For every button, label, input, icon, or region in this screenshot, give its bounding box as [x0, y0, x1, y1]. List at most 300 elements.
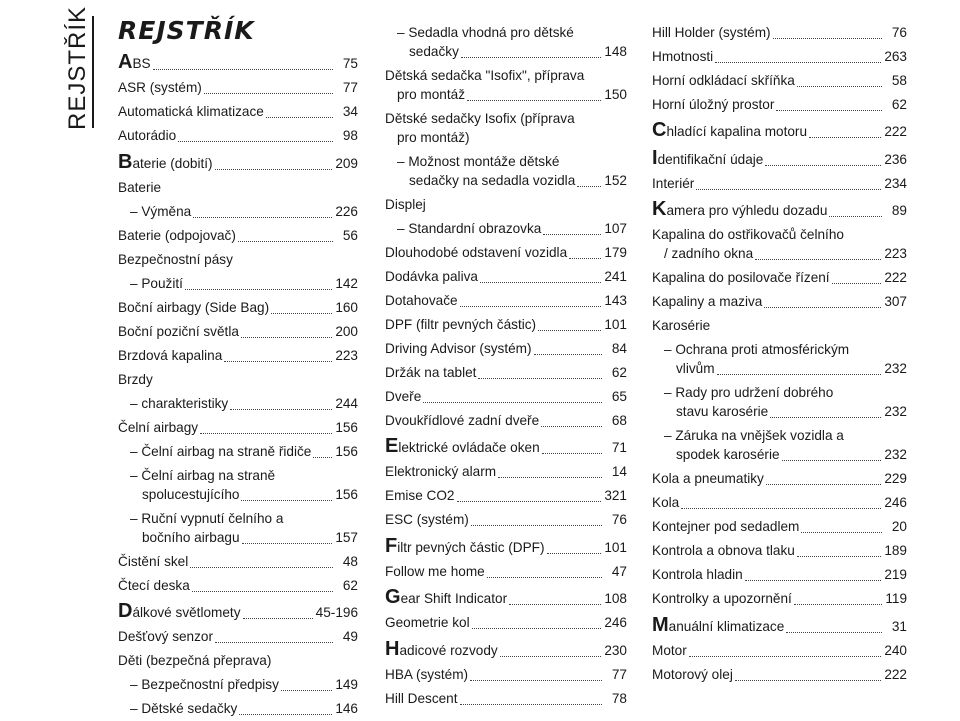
dot-leader: [472, 628, 602, 629]
index-entry: [118, 223, 358, 247]
dot-leader: [681, 508, 881, 509]
entry-text: Motorový olej: [652, 666, 733, 682]
page-number: 241: [604, 268, 627, 284]
dot-leader: [271, 313, 332, 314]
page-number: 119: [885, 591, 907, 606]
page-number: 263: [884, 48, 907, 64]
entry-text: aterie (dobití): [132, 155, 213, 171]
entry-label: [652, 121, 807, 141]
index-entry: [118, 625, 358, 649]
entry-label: [652, 589, 792, 608]
page-number: 156: [335, 443, 358, 459]
dot-leader: [577, 186, 601, 187]
page-number: 157: [335, 529, 358, 545]
entry-label: [652, 200, 827, 220]
page-number: 160: [335, 299, 358, 315]
entry-text: Hmotnosti: [652, 48, 714, 64]
page-number: 150: [604, 86, 627, 102]
dot-leader: [178, 141, 333, 142]
index-entry: [385, 432, 627, 460]
page-number: 77: [611, 666, 627, 682]
page-number: 108: [604, 591, 627, 606]
entry-label: [118, 552, 188, 571]
index-entry: [385, 264, 627, 288]
dot-leader: [534, 354, 602, 355]
dot-leader: [313, 457, 332, 458]
page-number: 107: [604, 220, 627, 236]
page-number: 152: [604, 172, 627, 188]
entry-text: Kola: [652, 495, 680, 510]
entry-label: [652, 268, 830, 287]
index-entry: [385, 583, 627, 611]
entry-text: Dlouhodobé odstavení vozidla: [385, 244, 568, 260]
entry-label: [652, 613, 785, 636]
entry-label: [385, 243, 567, 262]
dot-leader: [509, 604, 601, 605]
index-column-2: [385, 20, 627, 710]
page-number: 200: [335, 323, 358, 339]
page-number: 246: [884, 495, 907, 510]
entry-label: [118, 627, 213, 646]
dot-leader: [467, 100, 601, 101]
dot-leader: [461, 57, 601, 58]
entry-label: [385, 562, 485, 581]
dot-leader: [794, 604, 882, 605]
entry-continuation: [385, 85, 627, 104]
index-entry: [385, 288, 627, 312]
entry-label: [130, 394, 228, 413]
entry-text: Autorádio: [118, 128, 177, 143]
entry-text: Kapalina do ostřikovačů čelního: [652, 227, 844, 242]
section-initial: B: [118, 150, 133, 173]
index-entry: [385, 360, 627, 384]
index-entry: [385, 336, 627, 360]
entry-text: – Čelní airbag na straně: [130, 467, 276, 483]
entry-label: [397, 219, 541, 238]
index-entry: [118, 673, 358, 697]
entry-label: [652, 517, 799, 536]
dot-leader: [547, 553, 602, 554]
page-number: 101: [604, 316, 627, 332]
index-entry: [385, 532, 627, 560]
page-number: 20: [891, 519, 907, 534]
page-number: 14: [611, 464, 627, 479]
entry-text: Dětské sedačky Isofix (příprava: [385, 110, 575, 126]
section-initial: A: [118, 51, 133, 73]
page-number: 222: [884, 270, 907, 285]
page-number: 223: [335, 347, 358, 363]
entry-label: [385, 339, 532, 358]
entry-text: Čistění skel: [118, 553, 189, 569]
entry-text: ASR (systém): [118, 80, 202, 95]
entry-label: [385, 267, 478, 286]
index-entry: [118, 124, 358, 148]
entry-text: – Ochrana proti atmosférickým: [664, 342, 850, 357]
page-number: 232: [884, 404, 907, 419]
dot-leader: [266, 117, 333, 118]
index-entry: [385, 384, 627, 408]
index-entry: [385, 611, 627, 635]
entry-label: [118, 150, 213, 173]
page-number: 209: [335, 155, 358, 171]
index-entry: [385, 216, 627, 240]
entry-label: [385, 411, 539, 430]
entry-text: Dětská sedačka "Isofix", příprava: [385, 67, 585, 83]
index-entry: [652, 195, 907, 223]
entry-text: Kola a pneumatiky: [652, 471, 764, 486]
dot-leader: [735, 680, 881, 681]
entry-label: [130, 675, 279, 694]
entry-label: [130, 442, 311, 461]
entry-text: Kontrola hladin: [652, 567, 743, 582]
dot-leader: [230, 409, 332, 410]
dot-leader: [755, 259, 881, 260]
index-entry-multiline: [385, 149, 627, 192]
page-number: 58: [891, 72, 907, 88]
index-entry-multiline: [385, 106, 627, 149]
entry-text: Čelní airbagy: [118, 419, 199, 435]
entry-text: ear Shift Indicator: [400, 591, 508, 606]
entry-text: – Ruční vypnutí čelního a: [130, 510, 284, 526]
page-number: 48: [342, 553, 358, 569]
page-number: 68: [611, 412, 627, 428]
entry-label: [385, 462, 496, 481]
entry-label: [652, 665, 733, 684]
entry-label: [385, 486, 455, 505]
entry-text: Držák na tablet: [385, 364, 477, 380]
entry-text: – charakteristiky: [130, 395, 229, 411]
section-initial: H: [385, 637, 400, 660]
entry-continuation: [397, 171, 627, 190]
dot-leader: [471, 525, 602, 526]
dot-leader: [215, 642, 333, 643]
side-section-title: REJSTŘÍK: [64, 5, 91, 130]
index-entry: [652, 44, 907, 68]
entry-text: dentifikační údaje: [657, 151, 764, 167]
index-column-1: [118, 48, 358, 721]
dot-leader: [470, 680, 602, 681]
dot-leader: [204, 93, 333, 94]
index-entry: [118, 319, 358, 343]
dot-leader: [715, 62, 881, 63]
dot-leader: [457, 501, 602, 502]
page-number: 222: [884, 124, 907, 139]
page-number: 219: [884, 567, 907, 582]
section-initial: I: [652, 146, 658, 169]
entry-label: [118, 576, 190, 595]
page-number: 56: [342, 227, 358, 243]
index-entry: [652, 491, 907, 515]
dot-leader: [423, 402, 602, 403]
entry-text: Interiér: [652, 175, 695, 191]
index-entry: [652, 144, 907, 172]
index-entry: [652, 638, 907, 662]
entry-label: [118, 346, 222, 365]
entry-text: Dešťový senzor: [118, 629, 214, 644]
index-entry: [118, 415, 358, 439]
entry-text: Kontrolky a upozornění: [652, 591, 792, 606]
entry-text: – Záruka na vnějšek vozidla a: [664, 428, 844, 443]
entry-text: Horní odkládací skříňka: [652, 72, 795, 88]
index-heading: Baterie: [118, 179, 162, 195]
index-entry-multiline: [385, 20, 627, 63]
section-initial: M: [652, 613, 669, 636]
index-entry: [118, 199, 358, 223]
dot-leader: [569, 258, 601, 259]
index-entry-multiline: [652, 223, 907, 266]
entry-text: Kapalina do posilovače řízení: [652, 270, 830, 285]
index-entry: [652, 563, 907, 587]
page-number: 146: [335, 701, 358, 716]
entry-text: Dvoukřídlové zadní dveře: [385, 412, 540, 428]
entry-label: [130, 699, 237, 718]
entry-text: amera pro výhledu dozadu: [666, 203, 828, 218]
entry-label: [385, 588, 507, 608]
entry-text: vlivům: [676, 361, 715, 376]
entry-continuation: [664, 359, 907, 378]
page-number: 89: [891, 203, 907, 218]
entry-text: Dodávka paliva: [385, 268, 478, 284]
dot-leader: [745, 580, 882, 581]
entry-label: [130, 202, 191, 221]
entry-text: spodek karosérie: [676, 447, 780, 462]
entry-text: – Dětské sedačky: [130, 701, 238, 716]
entry-label: [652, 23, 771, 42]
entry-text: Elektronický alarm: [385, 464, 497, 479]
section-initial: D: [118, 600, 133, 622]
entry-text: Dotahovače: [385, 292, 458, 308]
dot-leader: [689, 656, 882, 657]
dot-leader: [500, 656, 602, 657]
dot-leader: [498, 477, 602, 478]
page-number: 47: [611, 563, 627, 579]
dot-leader: [766, 484, 881, 485]
entry-text: Hill Descent: [385, 690, 458, 706]
entry-text: Hill Holder (systém): [652, 24, 771, 40]
index-entry: [652, 20, 907, 44]
entry-text: – Sedadla vhodná pro dětské: [397, 24, 574, 40]
entry-label: [118, 418, 198, 437]
dot-leader: [797, 86, 882, 87]
entry-text: pro montáž: [397, 86, 466, 102]
section-initial: F: [385, 534, 398, 557]
entry-text: Kontrola a obnova tlaku: [652, 543, 795, 558]
entry-label: [385, 437, 540, 457]
entry-text: Emise CO2: [385, 488, 455, 503]
dot-leader: [238, 241, 333, 242]
entry-label: [385, 689, 458, 708]
entry-label: [118, 102, 264, 121]
entry-continuation: [652, 244, 907, 263]
dot-leader: [832, 283, 882, 284]
dot-leader: [764, 307, 881, 308]
index-entry-multiline: [652, 424, 907, 467]
index-entry: [118, 597, 358, 625]
dot-leader: [153, 69, 333, 70]
page-number: 189: [884, 543, 907, 558]
entry-label: [385, 637, 498, 660]
dot-leader: [460, 704, 602, 705]
index-entry: [385, 312, 627, 336]
entry-text: – Výměna: [130, 203, 192, 219]
index-entry: [118, 100, 358, 124]
dot-leader: [239, 714, 332, 715]
entry-text: Geometrie kol: [385, 615, 470, 630]
dot-leader: [487, 577, 602, 578]
page-number: 76: [611, 512, 627, 527]
entry-label: [118, 322, 239, 341]
index-heading: Bezpečnostní pásy: [118, 251, 233, 267]
section-initial: C: [652, 119, 667, 141]
entry-text: anuální klimatizace: [668, 618, 785, 634]
index-entry: [118, 343, 358, 367]
entry-text: Boční airbagy (Side Bag): [118, 299, 270, 315]
entry-text: BS: [132, 56, 151, 71]
entry-label: [385, 363, 476, 382]
index-entry-multiline: [385, 63, 627, 106]
page-number: 62: [611, 364, 627, 380]
entry-label: [652, 469, 764, 488]
entry-text: Boční poziční světla: [118, 323, 239, 339]
dot-leader: [809, 137, 881, 138]
page-number: 321: [604, 488, 627, 503]
index-entry: [118, 549, 358, 573]
page-number: 142: [335, 275, 358, 291]
dot-leader: [542, 453, 602, 454]
entry-text: hladící kapalina motoru: [666, 124, 808, 139]
index-entry: [118, 271, 358, 295]
page-number: 76: [891, 24, 907, 40]
index-entry: [652, 266, 907, 290]
entry-text: – Rady pro udržení dobrého: [664, 385, 834, 400]
index-entry: [652, 171, 907, 195]
dot-leader: [776, 110, 882, 111]
dot-leader: [215, 169, 333, 170]
index-entry: [652, 92, 907, 116]
entry-label: [652, 146, 764, 169]
entry-text: DPF (filtr pevných částic): [385, 316, 537, 332]
entry-text: Automatická klimatizace: [118, 104, 264, 119]
entry-label: [130, 274, 183, 293]
page-number: 223: [884, 246, 907, 261]
page-number: 78: [611, 690, 627, 706]
entry-label: [652, 541, 795, 560]
page-number: 307: [884, 294, 907, 309]
entry-text: bočního airbagu: [142, 529, 240, 545]
dot-leader: [801, 532, 882, 533]
entry-label: [118, 226, 236, 245]
dot-leader: [543, 234, 601, 235]
dot-leader: [538, 330, 601, 331]
side-divider: [92, 16, 94, 128]
entry-text: sedačky na sedadla vozidla: [409, 172, 576, 188]
entry-text: sedačky: [409, 43, 459, 59]
entry-text: stavu karosérie: [676, 404, 769, 419]
index-entry: [652, 611, 907, 639]
index-entry: [118, 391, 358, 415]
index-entry: [118, 573, 358, 597]
section-initial: G: [385, 586, 401, 608]
entry-text: Kontejner pod sedadlem: [652, 519, 800, 534]
entry-continuation: [664, 445, 907, 464]
index-entry: [118, 48, 358, 76]
page-number: 156: [335, 486, 358, 502]
entry-label: [652, 174, 694, 193]
index-heading: Displej: [385, 196, 426, 212]
dot-leader: [797, 556, 881, 557]
index-entry: [385, 484, 627, 508]
index-column-3: [652, 20, 907, 686]
entry-label: [652, 565, 743, 584]
page-number: 77: [342, 80, 358, 95]
page-number: 45-196: [315, 605, 358, 620]
entry-text: / zadního okna: [664, 246, 754, 261]
entry-label: [118, 78, 202, 97]
entry-text: Follow me home: [385, 563, 485, 579]
entry-label: [118, 298, 269, 317]
dot-leader: [478, 378, 602, 379]
entry-label: [652, 47, 713, 66]
index-entry: [385, 240, 627, 264]
dot-leader: [192, 591, 333, 592]
entry-text: Baterie (odpojovač): [118, 227, 236, 243]
entry-label: [652, 292, 762, 311]
page-number: 62: [342, 577, 358, 593]
index-entry: [652, 587, 907, 611]
dot-leader: [696, 189, 881, 190]
entry-text: Horní úložný prostor: [652, 96, 775, 112]
dot-leader: [782, 460, 882, 461]
index-entry: [118, 295, 358, 319]
dot-leader: [190, 567, 333, 568]
index-heading: Karosérie: [652, 318, 711, 333]
page-number: 149: [335, 677, 358, 692]
entry-text: Driving Advisor (systém): [385, 340, 532, 356]
page-number: 84: [611, 340, 627, 356]
index-entry-multiline: [118, 506, 358, 549]
page-number: 143: [604, 292, 627, 308]
page-number: 244: [335, 395, 358, 411]
entry-text: – Použití: [130, 275, 183, 291]
page-number: 65: [611, 388, 627, 404]
index-entry: [652, 116, 907, 144]
page-number: 246: [604, 615, 627, 630]
index-entry: [385, 508, 627, 532]
entry-text: Motor: [652, 642, 687, 658]
entry-text: álkové světlomety: [132, 605, 241, 620]
index-entry: [385, 559, 627, 583]
dot-leader: [773, 38, 882, 39]
page-number: 240: [884, 642, 907, 658]
entry-text: – Možnost montáže dětské: [397, 153, 560, 169]
index-entry-multiline: [118, 463, 358, 506]
page-number: 34: [342, 104, 358, 119]
page-number: 31: [891, 618, 907, 634]
entry-label: [652, 95, 774, 114]
section-initial: E: [385, 435, 399, 457]
index-entry: [652, 467, 907, 491]
page-number: 62: [891, 96, 907, 112]
page-number: 236: [884, 151, 907, 167]
index-heading: Brzdy: [118, 371, 153, 387]
entry-label: [385, 291, 458, 310]
entry-label: [385, 387, 421, 406]
entry-text: iltr pevných částic (DPF): [397, 539, 545, 555]
dot-leader: [241, 337, 332, 338]
page-number: 222: [884, 666, 907, 682]
index-entry-multiline: [652, 381, 907, 424]
dot-leader: [765, 165, 881, 166]
